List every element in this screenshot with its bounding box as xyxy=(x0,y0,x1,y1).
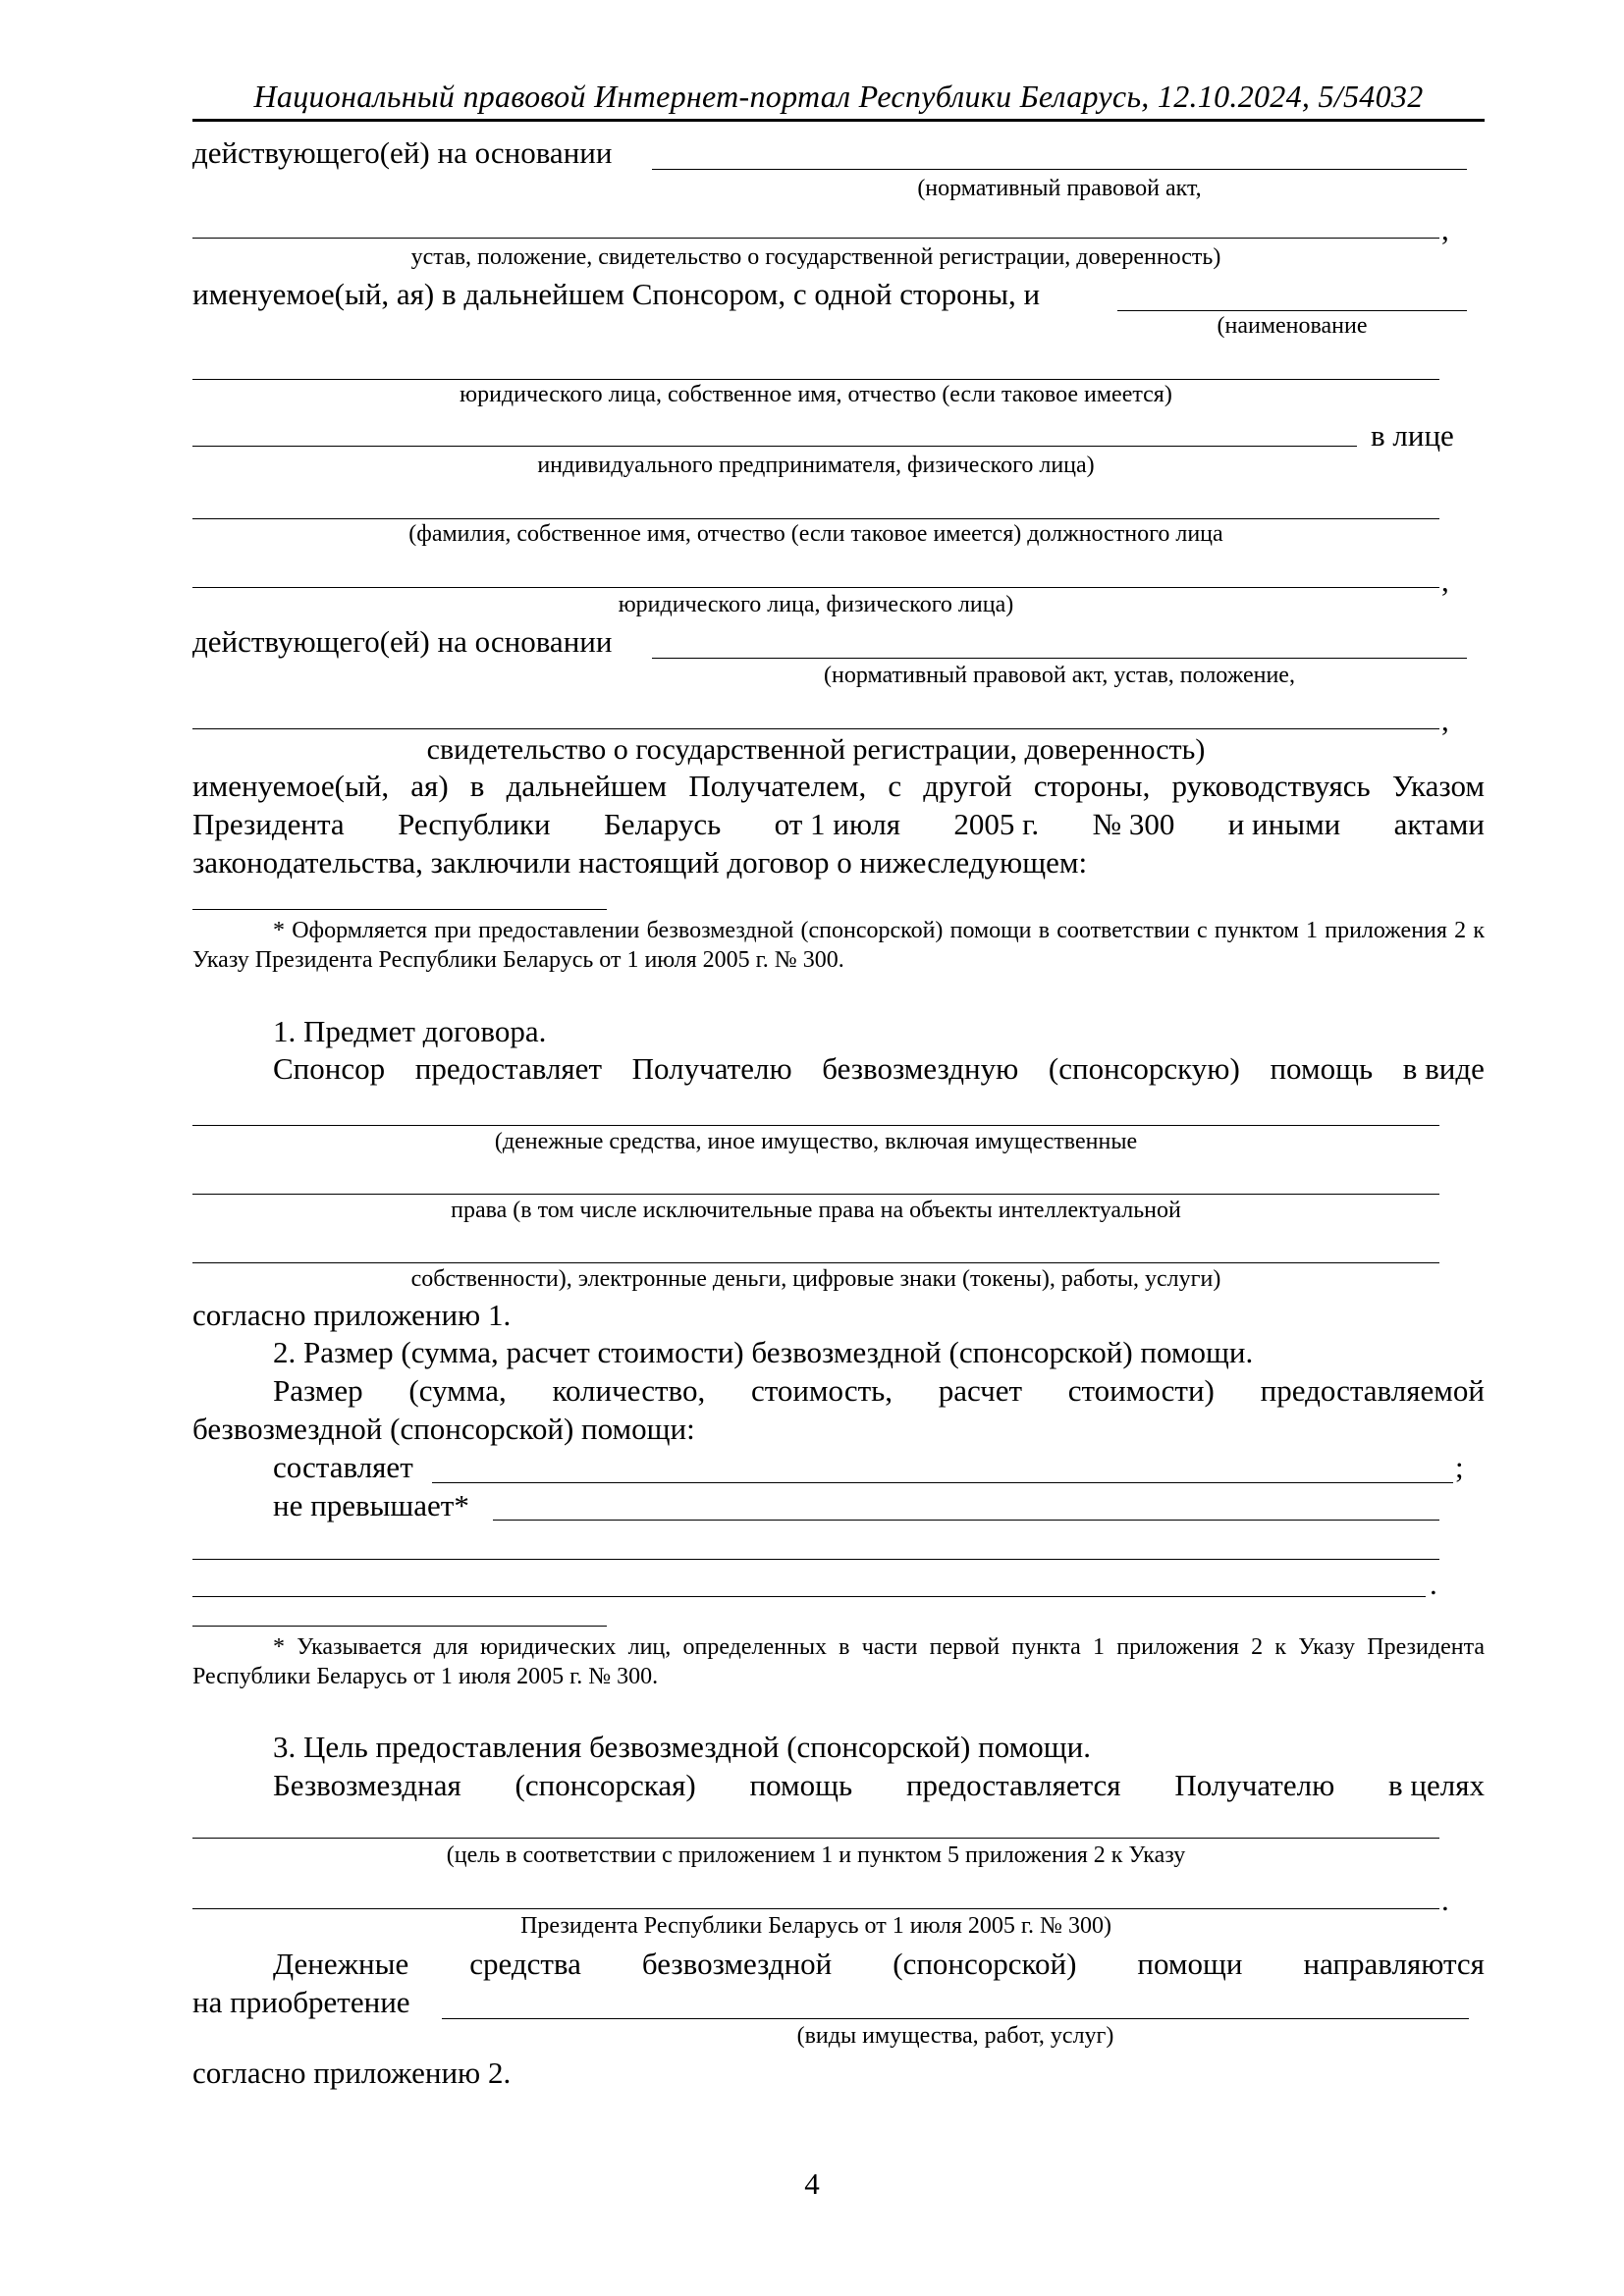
money-direction-text xyxy=(273,1947,1485,1982)
named-sponsor-text: именуемое(ый, ая) в дальнейшем Спонсором, с одной стороны, и xyxy=(192,277,1041,311)
section-1-title: 1. Предмет договора. xyxy=(273,1014,547,1048)
word: предоставляемой xyxy=(1260,1373,1485,1408)
name-input-line-2[interactable] xyxy=(192,379,1439,380)
word: в целях xyxy=(1388,1768,1485,1802)
footnote-rule-2 xyxy=(192,1626,607,1627)
word: Размер xyxy=(273,1373,363,1408)
goal-input-line[interactable] xyxy=(192,1838,1439,1839)
max-amount-input-line-3[interactable] xyxy=(192,1596,1426,1597)
hint-npa: (нормативный правовой акт, xyxy=(917,176,1202,201)
hint-yur: юридического лица, собственное имя, отчество (если таковое имеется) xyxy=(460,382,1172,407)
basis-input-line-2[interactable] xyxy=(192,238,1439,239)
page-number: 4 xyxy=(804,2166,820,2201)
word: ая) xyxy=(410,769,449,803)
goal-input-line-2[interactable] xyxy=(192,1908,1439,1909)
word: и иными xyxy=(1227,807,1341,841)
word: расчет xyxy=(938,1373,1023,1408)
word: дальнейшем xyxy=(506,769,668,803)
word: безвозмездную xyxy=(822,1051,1019,1086)
word: направляются xyxy=(1303,1947,1485,1981)
section-1-text xyxy=(273,1051,1485,1087)
semicolon: ; xyxy=(1455,1450,1464,1484)
comma-3: , xyxy=(1441,703,1449,737)
word: именуемое(ый, xyxy=(192,769,390,803)
hint-vidy: (виды имущества, работ, услуг) xyxy=(796,2023,1114,2049)
sostavlyaet-label: составляет xyxy=(273,1450,413,1484)
acting-basis-label-2: действующего(ей) на основании xyxy=(192,624,613,659)
word: предоставляет xyxy=(414,1051,602,1086)
person-input-line-2[interactable] xyxy=(192,587,1439,588)
hint-ustav: устав, положение, свидетельство о государственной регистрации, доверенность) xyxy=(410,244,1221,270)
appendix-2-ref: согласно приложению 2. xyxy=(192,2056,512,2090)
word: (спонсорской) xyxy=(893,1947,1077,1981)
word: другой xyxy=(923,769,1012,803)
recipient-paragraph-line3: законодательства, заключили настоящий договор о нижеследующем: xyxy=(192,845,1088,880)
word: помощи xyxy=(1137,1947,1243,1981)
section-3-text xyxy=(273,1768,1485,1803)
word: руководствуясь xyxy=(1171,769,1371,803)
acting-basis-label: действующего(ей) на основании xyxy=(192,135,613,170)
footnote-rule xyxy=(192,909,607,910)
period: . xyxy=(1430,1567,1437,1601)
word: Денежные xyxy=(273,1947,409,1981)
name-input-line[interactable] xyxy=(1117,310,1467,311)
recipient-paragraph-line1 xyxy=(192,769,1485,804)
hint-goal: (цель в соответствии с приложением 1 и пунктом 5 приложения 2 к Указу xyxy=(446,1842,1186,1868)
word: актами xyxy=(1393,807,1485,841)
word: (спонсорская) xyxy=(514,1768,696,1802)
basis2-input-line[interactable] xyxy=(652,658,1467,659)
hint-npa2: (нормативный правовой акт, устав, положение, xyxy=(824,663,1295,688)
hint-president: Президента Республики Беларусь от 1 июля 2005 г. № 300) xyxy=(520,1913,1111,1939)
section-3-title: 3. Цель предоставления безвозмездной (спонсорской) помощи. xyxy=(273,1730,1091,1764)
word: Получателем, xyxy=(688,769,867,803)
word: Президента xyxy=(192,807,345,841)
max-amount-input-line[interactable] xyxy=(493,1520,1439,1521)
header-rule xyxy=(192,119,1485,122)
period-2: . xyxy=(1441,1883,1449,1917)
word: Получателю xyxy=(631,1051,792,1086)
footnote-2: * Указывается для юридических лиц, определенных в части первой пункта 1 приложения 2 к Указу Президента Республики Беларусь от 1 июля 2005 г. № 300. xyxy=(192,1634,1485,1689)
word: с xyxy=(888,769,902,803)
word: № 300 xyxy=(1092,807,1175,841)
word: Безвозмездная xyxy=(273,1768,461,1802)
hint-fio: (фамилия, собственное имя, отчество (если таковое имеется) должностного лица xyxy=(408,521,1223,547)
v-lice-label: в лице xyxy=(1371,418,1454,453)
name-input-line-3[interactable] xyxy=(192,446,1357,447)
ne-prevyshaet-label: не превышает* xyxy=(273,1488,469,1522)
word: средства xyxy=(469,1947,581,1981)
comma: , xyxy=(1441,212,1449,246)
word: Республики xyxy=(398,807,551,841)
max-amount-input-line-2[interactable] xyxy=(192,1559,1439,1560)
footnote-1: * Оформляется при предоставлении безвозмездной (спонсорской) помощи в соответствии с пунктом 1 приложения 2 к Указу Президента Республики Беларусь от 1 июля 2005 г. № 300. xyxy=(192,918,1485,973)
hint-svid: свидетельство о государственной регистрации, доверенность) xyxy=(426,733,1206,766)
hint-naim: (наименование xyxy=(1217,313,1368,339)
document-header: Национальный правовой Интернет-портал Республики Беларусь, 12.10.2024, 5/54032 xyxy=(253,79,1424,114)
section-2-text xyxy=(273,1373,1485,1409)
word: (сумма, xyxy=(408,1373,507,1408)
section-2-title: 2. Размер (сумма, расчет стоимости) безвозмездной (спонсорской) помощи. xyxy=(273,1335,1254,1369)
word: в xyxy=(469,769,485,803)
hint-ip: индивидуального предпринимателя, физического лица) xyxy=(537,453,1095,478)
word: Спонсор xyxy=(273,1051,386,1086)
word: количество, xyxy=(552,1373,706,1408)
word: стоимость, xyxy=(750,1373,893,1408)
word: 2005 г. xyxy=(953,807,1040,841)
word: помощь xyxy=(1270,1051,1374,1086)
comma-2: , xyxy=(1441,563,1449,598)
purchase-input-line[interactable] xyxy=(442,2018,1469,2019)
subject-input-line[interactable] xyxy=(192,1125,1439,1126)
word: помощь xyxy=(749,1768,853,1802)
word: (спонсорскую) xyxy=(1048,1051,1240,1086)
hint-yur-fiz: юридического лица, физического лица) xyxy=(618,592,1014,617)
word: стороны, xyxy=(1033,769,1151,803)
amount-input-line[interactable] xyxy=(432,1482,1453,1483)
hint-rights: права (в том числе исключительные права на объекты интеллектуальной xyxy=(451,1198,1181,1223)
word: в виде xyxy=(1402,1051,1485,1086)
recipient-paragraph-line2 xyxy=(192,807,1485,842)
hint-prop: собственности), электронные деньги, цифровые знаки (токены), работы, услуги) xyxy=(410,1266,1221,1292)
na-priobretenie-label: на приобретение xyxy=(192,1985,410,2019)
subject-input-line-2[interactable] xyxy=(192,1194,1439,1195)
person-input-line[interactable] xyxy=(192,518,1439,519)
word: Беларусь xyxy=(603,807,722,841)
word: Получателю xyxy=(1174,1768,1335,1802)
word: от 1 июля xyxy=(774,807,900,841)
basis-input-line[interactable] xyxy=(652,169,1467,170)
hint-money: (денежные средства, иное имущество, включая имущественные xyxy=(494,1129,1138,1154)
appendix-1-ref: согласно приложению 1. xyxy=(192,1298,512,1332)
word: стоимости) xyxy=(1067,1373,1215,1408)
subject-input-line-3[interactable] xyxy=(192,1262,1439,1263)
word: предоставляется xyxy=(905,1768,1121,1802)
section-2-text-2: безвозмездной (спонсорской) помощи: xyxy=(192,1412,695,1446)
basis2-input-line-2[interactable] xyxy=(192,728,1439,729)
word: Указом xyxy=(1391,769,1485,803)
word: безвозмездной xyxy=(641,1947,833,1981)
